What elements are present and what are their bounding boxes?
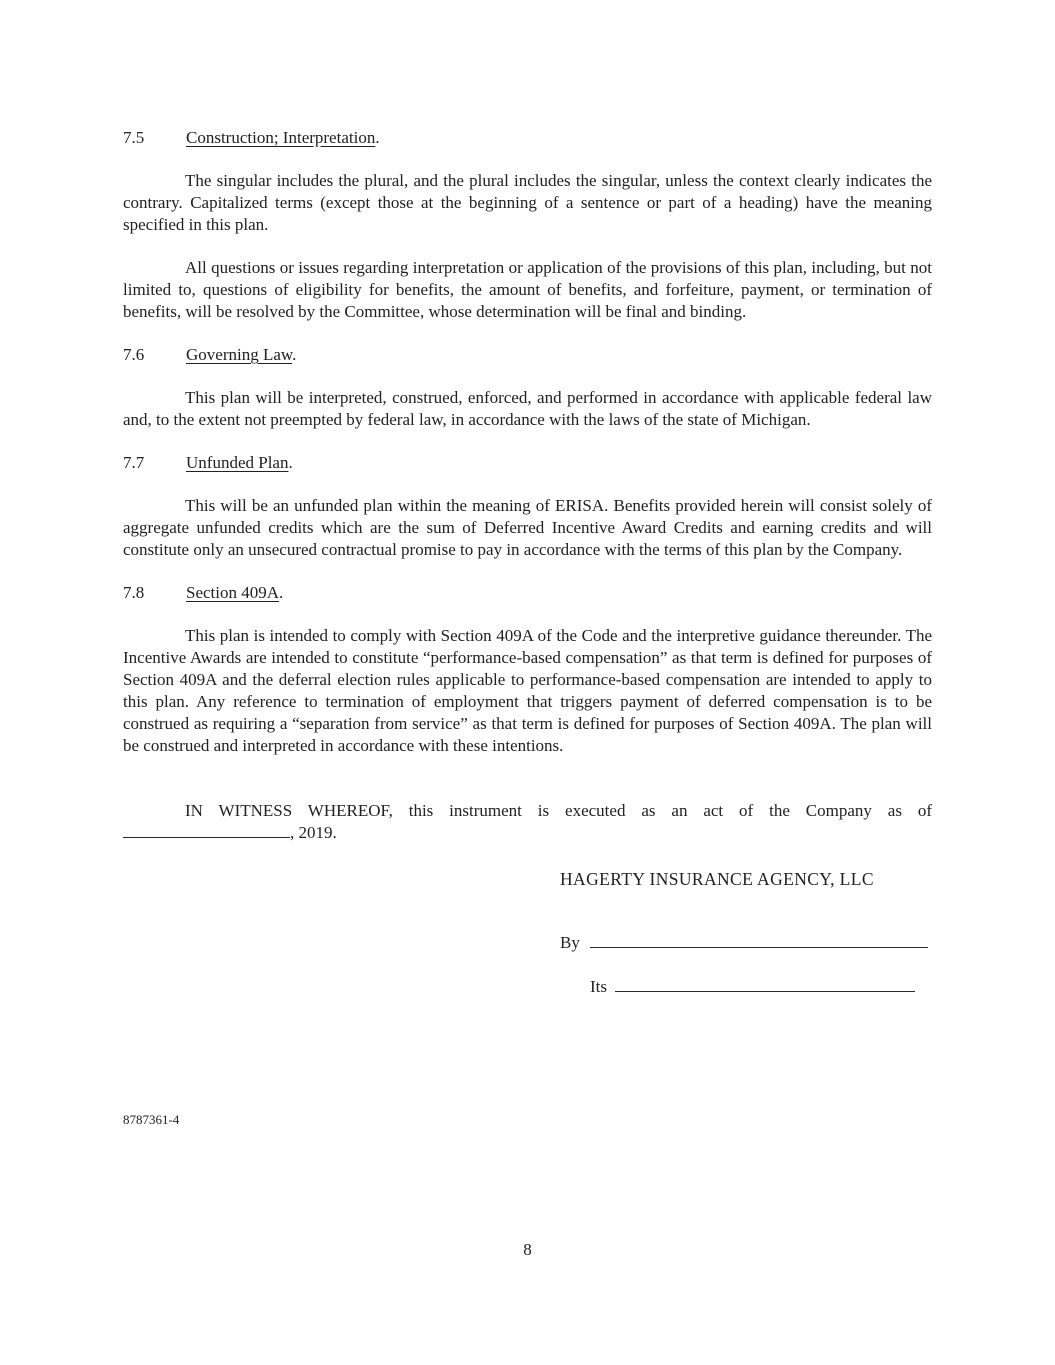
section-7-8 [123,582,932,757]
date-blank-line [123,823,290,838]
body-paragraph: This plan will be interpreted, construed, enforced, and performed in accordance with applicable federal law and, to the extent not preempted by federal law, in accordance with the laws of the state of Michigan. [123,388,932,429]
witness-date-line [123,822,932,844]
page-number: 8 [523,1240,532,1259]
heading-period: . [288,453,293,472]
witness-date-suffix: , 2019. [290,823,337,842]
section-title: Unfunded Plan [186,453,289,472]
heading-period: . [279,583,284,602]
by-signature-line [590,933,928,948]
section-7-6 [123,344,932,431]
signature-by-row [560,932,932,954]
section-title: Section 409A [186,583,280,602]
section-7-5 [123,127,932,323]
section-title: Governing Law [186,345,293,364]
heading-period: . [292,345,297,364]
heading-period: . [375,128,380,147]
document-id: 8787361-4 [123,1112,180,1127]
section-number: 7.5 [123,128,145,147]
section-number: 7.7 [123,453,145,472]
its-label: Its [590,977,607,996]
witness-text: IN WITNESS WHEREOF, this instrument is executed as an act of the Company as of [185,801,932,820]
by-label: By [560,933,580,952]
signature-block [123,868,932,998]
section-heading [123,452,932,474]
section-7-7 [123,452,932,561]
body-paragraph: This will be an unfunded plan within the meaning of ERISA. Benefits provided herein will consist solely of aggregate unfunded credits which are the sum of Deferred Incentive Award Credits and earning credits and will constitute only an unsecured contractual promise to pay in accordance with the terms of this plan by the Company. [123,496,932,559]
section-title: Construction; Interpretation [186,128,376,147]
section-number: 7.6 [123,345,145,364]
signature-its-row [590,976,932,998]
section-heading [123,582,932,604]
body-paragraph: All questions or issues regarding interpretation or application of the provisions of this plan, including, but not limited to, questions of eligibility for benefits, the amount of benefits, and forfeiture, payment, or termination of benefits, will be resolved by the Committee, whose determination will be final and binding. [123,258,932,321]
section-heading [123,127,932,149]
body-paragraph: The singular includes the plural, and the plural includes the singular, unless the context clearly indicates the contrary. Capitalized terms (except those at the beginning of a sentence or part of a heading) have the meaning specified in this plan. [123,171,932,234]
its-signature-line [615,977,915,992]
section-heading [123,344,932,366]
witness-clause [123,800,932,844]
section-number: 7.8 [123,583,145,602]
company-name: HAGERTY INSURANCE AGENCY, LLC [560,869,874,889]
body-paragraph: This plan is intended to comply with Section 409A of the Code and the interpretive guidance thereunder. The Incentive Awards are intended to constitute “performance-based compensation” as that term is defined for purposes of Section 409A and the deferral election rules applicable to performance-based compensation are intended to apply to this plan. Any reference to termination of employment that triggers payment of deferred compensation is to be construed as requiring a “separation from service” as that term is defined for purposes of Section 409A. The plan will be construed and interpreted in accordance with these intentions. [123,626,932,755]
